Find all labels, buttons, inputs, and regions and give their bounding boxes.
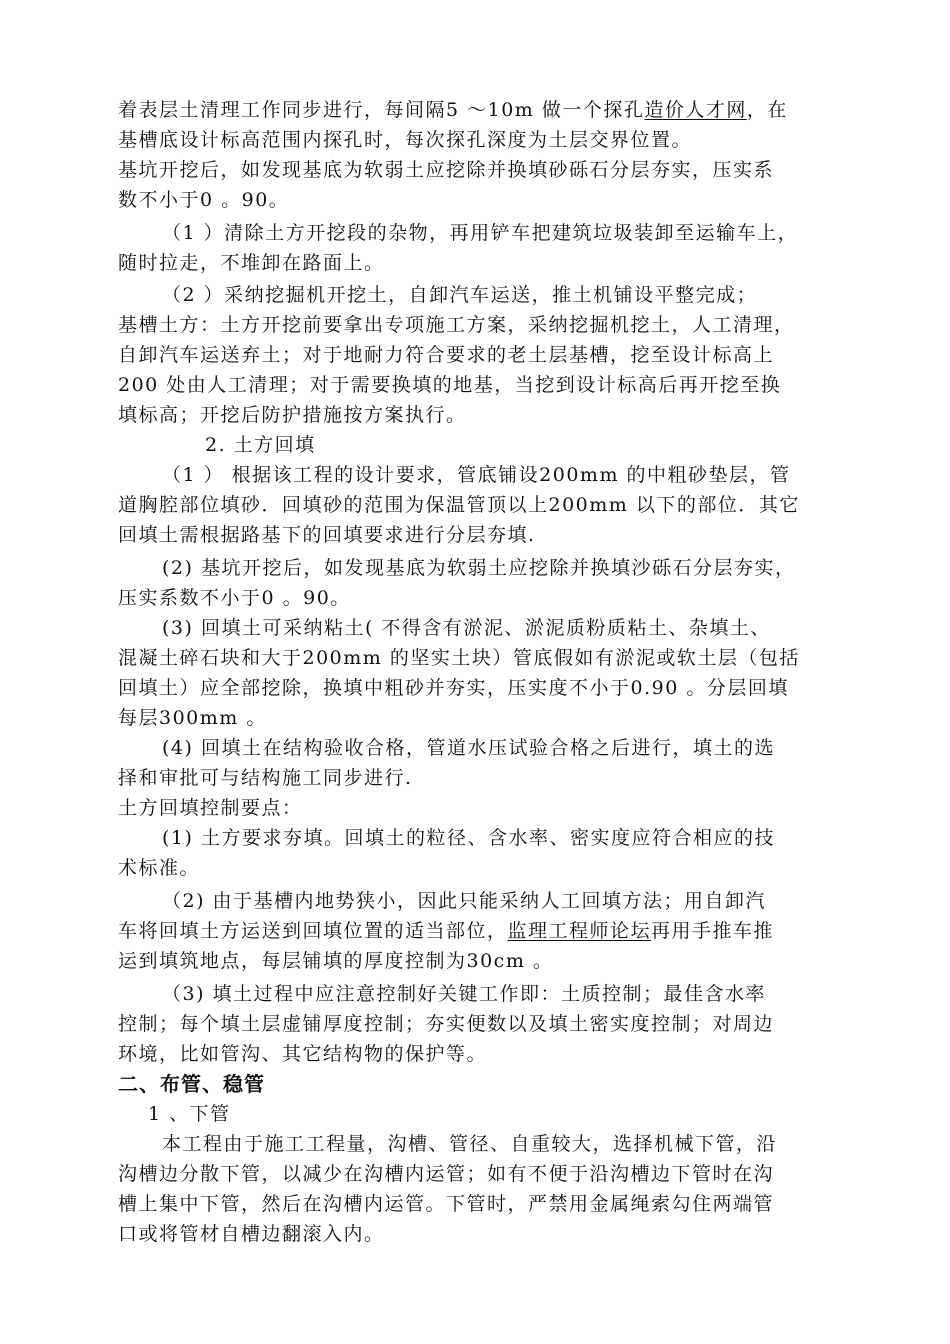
text-line: 基槽底设计标高范围内探孔时，每次探孔深度为土层交界位置。 [118, 129, 693, 151]
text-line: （3) 填土过程中应注意控制好关键工作即：土质控制；最佳含水率 [162, 983, 767, 1005]
text-line: 控制；每个填土层虚铺厚度控制；夯实便数以及填土密实度控制；对周边 [118, 1013, 775, 1035]
text-line: （2) 由于基槽内地势狭小，因此只能采纳人工回填方法；用自卸汽 [162, 890, 767, 912]
watermark-link-jianli[interactable]: 监理工程师论坛 [507, 920, 652, 942]
text-line: 择和审批可与结构施工同步进行. [118, 767, 413, 789]
text-segment: 着表层土清理工作同步进行，每间隔5 ～10m 做一个探孔 [118, 99, 645, 121]
text-line: (4) 回填土在结构验收合格，管道水压试验合格之后进行，填土的选 [162, 737, 775, 759]
text-line: 填标高；开挖后防护措施按方案执行。 [118, 404, 467, 426]
text-line: (2) 基坑开挖后，如发现基底为软弱土应挖除并换填沙砾石分层夯实， [162, 557, 796, 579]
text-line: 基槽土方：土方开挖前要拿出专项施工方案，采纳挖掘机挖土，人工清理， [118, 314, 795, 336]
text-line: 回填土）应全部挖除，换填中粗砂并夯实，压实度不小于0.90 。分层回填 [118, 677, 789, 699]
text-line: （1 ）清除土方开挖段的杂物，再用铲车把建筑垃圾装卸至运输车上， [162, 222, 799, 244]
text-line: （2 ）采纳挖掘机开挖土，自卸汽车运送，推土机铺设平整完成； [162, 284, 758, 306]
text-segment: 再用手推车推 [651, 920, 775, 942]
text-line: 混凝土碎石块和大于200mm 的坚实土块）管底假如有淤泥或软土层（包括 [118, 647, 800, 669]
text-line: 口或将管材自槽边翻滚入内。 [118, 1223, 385, 1245]
text-line: 本工程由于施工工程量，沟槽、管径、自重较大，选择机械下管，沿 [162, 1133, 778, 1155]
text-line [118, 98, 788, 122]
text-line: 回填土需根据路基下的回填要求进行分层夯填. [118, 524, 536, 546]
text-segment: ，在 [746, 99, 788, 121]
text-line: 环境，比如管沟、其它结构物的保护等。 [118, 1043, 488, 1065]
text-line: 每层300mm 。 [118, 707, 267, 729]
text-line: 数不小于0 。90。 [118, 189, 290, 211]
text-line: 200 处由人工清理；对于需要换填的地基，当挖到设计标高后再开挖至换 [118, 374, 782, 396]
text-line: 槽上集中下管，然后在沟槽内运管。下管时，严禁用金属绳索勾住两端管 [118, 1193, 775, 1215]
text-line: 沟槽边分散下管，以减少在沟槽内运管；如有不便于沿沟槽边下管时在沟 [118, 1163, 775, 1185]
text-line: (1) 土方要求夯填。回填土的粒径、含水率、密实度应符合相应的技 [162, 827, 775, 849]
section-heading-backfill: 2. 土方回填 [205, 434, 316, 456]
text-line: 压实系数不小于0 。90。 [118, 587, 351, 609]
text-line: 自卸汽车运送弃土；对于地耐力符合要求的老土层基槽，挖至设计标高上 [118, 344, 775, 366]
text-line: 运到填筑地点，每层铺填的厚度控制为30cm 。 [118, 950, 554, 972]
text-line: （1 ） 根据该工程的设计要求，管底铺设200mm 的中粗砂垫层，管 [162, 464, 791, 486]
watermark-link-zaojia[interactable]: 造价人才网 [644, 99, 747, 121]
text-line: 基坑开挖后，如发现基底为软弱土应挖除并换填砂砾石分层夯实，压实系 [118, 159, 775, 181]
subsection-heading: 1 、下管 [148, 1103, 231, 1125]
text-line: 土方回填控制要点： [118, 797, 303, 819]
section-heading-pipe-laying: 二、布管、稳管 [118, 1072, 265, 1096]
text-line: (3) 回填土可采纳粘土( 不得含有淤泥、淤泥质粉质粘土、杂填土、 [162, 617, 771, 639]
text-line: 术标准。 [118, 857, 201, 879]
text-line [118, 919, 774, 943]
text-line: 随时拉走，不堆卸在路面上。 [118, 252, 385, 274]
text-segment: 车将回填土方运送到回填位置的适当部位， [118, 920, 508, 942]
text-line: 道胸腔部位填砂．回填砂的范围为保温管顶以上200mm 以下的部位．其它 [118, 494, 800, 516]
